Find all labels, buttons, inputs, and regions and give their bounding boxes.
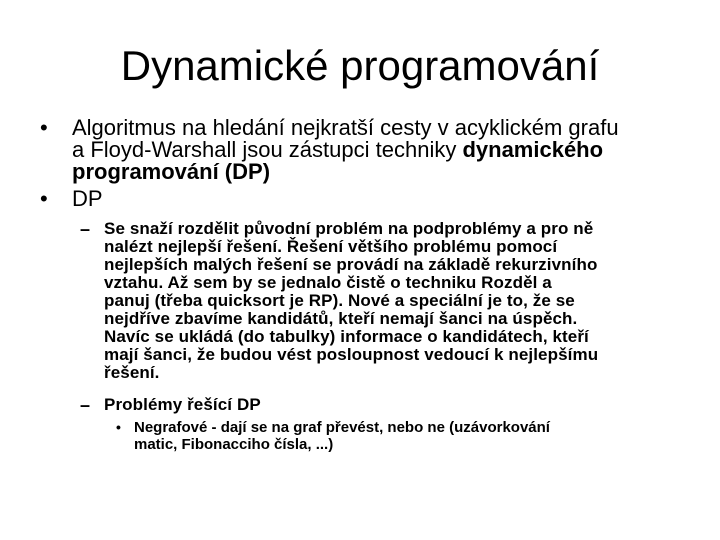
sub-bullet-line: Navíc se ukládá (do tabulky) informace o kandidátech, kteří: [104, 327, 589, 346]
sub-bullet-line: vztahu. Až sem by se jednalo čistě o techniku Rozděl a: [104, 273, 552, 292]
bullet-line-bold: programování (DP): [72, 159, 271, 184]
slide-title: Dynamické programování: [120, 42, 600, 89]
sub-bullet-marker: –: [80, 219, 91, 239]
sub-bullet-problems: [104, 396, 684, 414]
sub-sub-bullet-line: matic, Fibonacciho čísla, ...): [134, 436, 334, 453]
bullet-line-bold: dynamického: [462, 137, 604, 162]
sub-bullet-line: řešení.: [104, 363, 160, 382]
sub-bullet-line: nejlepších malých řešení se provádí na základě rekurzivního: [104, 255, 598, 274]
sub-bullet-line: panuj (třeba quicksort je RP). Nové a speciální je to, že se: [104, 291, 575, 310]
bullet-line: Algoritmus na hledání nejkratší cesty v acyklickém grafu: [72, 115, 619, 140]
sub-bullet-line: Se snaží rozdělit původní problém na podproblémy a pro ně: [104, 219, 594, 238]
sub-bullet-line: Problémy řešící DP: [104, 395, 261, 414]
sub-bullet-line: nejdříve zbavíme kandidátů, kteří nemají šanci na úspěch.: [104, 309, 578, 328]
sub-sub-bullet-line: Negrafové - dají se na graf převést, nebo ne (uzávorkování: [134, 419, 550, 436]
bullet-algorithms: [72, 117, 687, 183]
sub-sub-bullet-marker: •: [116, 419, 121, 435]
bullet-line: [72, 139, 687, 161]
sub-bullet-marker: –: [80, 395, 91, 415]
sub-bullet-line: mají šanci, že budou vést posloupnost vedoucí k nejlepšímu: [104, 345, 599, 364]
sub-bullet-description: [104, 220, 684, 382]
sub-sub-bullet-nongraph: [134, 419, 674, 453]
bullet-marker: •: [40, 186, 48, 211]
bullet-line: [72, 161, 687, 183]
sub-bullet-line: nalézt nejlepší řešení. Řešení většího problému pomocí: [104, 237, 558, 256]
bullet-line-text: a Floyd-Warshall jsou zástupci techniky: [72, 137, 463, 162]
bullet-line: DP: [72, 186, 103, 211]
bullet-marker: •: [40, 115, 48, 140]
bullet-dp: [72, 188, 687, 210]
